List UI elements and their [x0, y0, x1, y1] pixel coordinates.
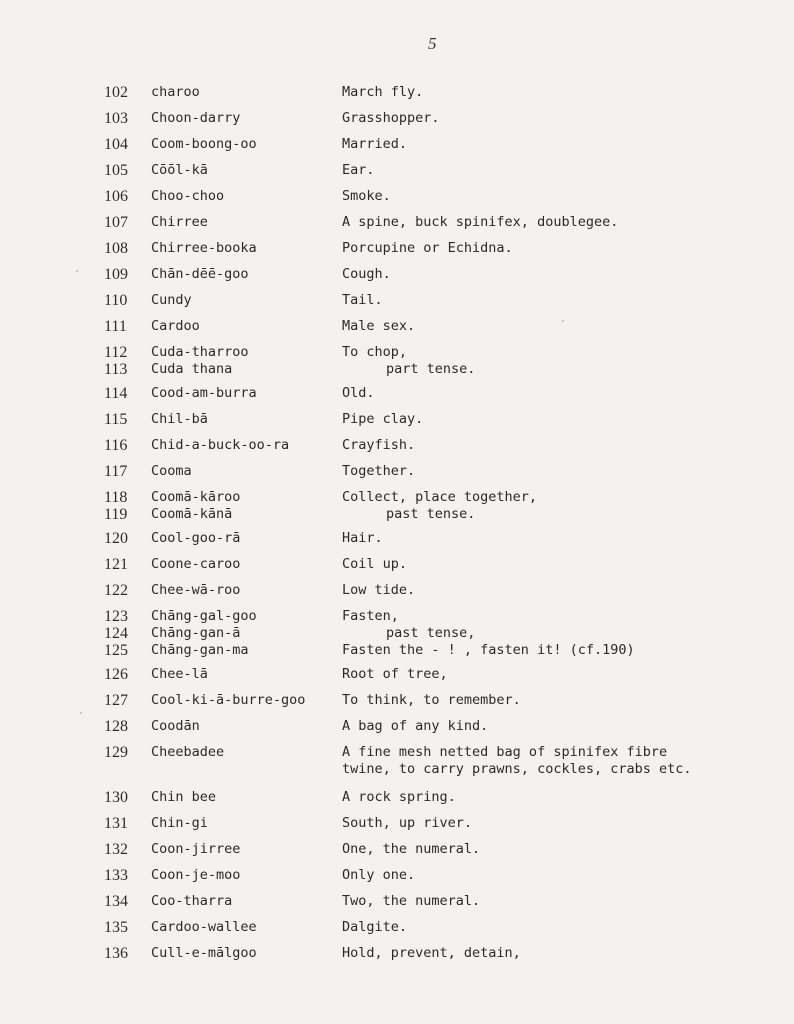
- english-meaning-line: Tail.: [342, 292, 383, 308]
- aboriginal-word-line: Cooma: [151, 463, 192, 479]
- entry-number-line: 109: [104, 266, 128, 283]
- english-meaning-line: Porcupine or Echidna.: [342, 240, 513, 256]
- entry-number: [104, 530, 144, 547]
- aboriginal-word: [151, 463, 336, 480]
- english-meaning-line: A fine mesh netted bag of spinifex fibre: [342, 744, 668, 760]
- aboriginal-word-line: Chil-bā: [151, 411, 208, 427]
- english-meaning-line: Together.: [342, 463, 416, 479]
- english-meaning: [342, 608, 782, 659]
- aboriginal-word: [151, 789, 336, 806]
- entry-number-line: 129: [104, 744, 128, 761]
- english-meaning-tense: part tense.: [386, 361, 476, 377]
- english-meaning: [342, 110, 782, 127]
- aboriginal-word: [151, 411, 336, 428]
- aboriginal-word-line: Cardoo-wallee: [151, 919, 257, 935]
- entry-number-line: 111: [104, 318, 127, 335]
- english-meaning-line: Old.: [342, 385, 375, 401]
- aboriginal-word: [151, 240, 336, 257]
- english-meaning-line: Smoke.: [342, 188, 391, 204]
- aboriginal-word: [151, 344, 336, 378]
- english-meaning: [342, 556, 782, 573]
- entry-number-line: 116: [104, 437, 128, 454]
- aboriginal-word-line: Cuda thana: [151, 361, 233, 377]
- aboriginal-word-line: Chāng-gan-ma: [151, 642, 249, 658]
- aboriginal-word-line: Cardoo: [151, 318, 200, 334]
- aboriginal-word-line: Chee-wā-roo: [151, 582, 241, 598]
- aboriginal-word-line: Coomā-kāroo: [151, 489, 241, 505]
- aboriginal-word: [151, 214, 336, 231]
- english-meaning: [342, 385, 782, 402]
- entry-number: [104, 692, 144, 709]
- english-meaning-line: Collect, place together,: [342, 489, 538, 505]
- aboriginal-word-line: Chirree: [151, 214, 208, 230]
- entry-number: [104, 893, 144, 910]
- entry-number-line: 126: [104, 666, 128, 683]
- english-meaning-line: Ear.: [342, 162, 375, 178]
- aboriginal-word: [151, 136, 336, 153]
- aboriginal-word: [151, 84, 336, 101]
- entry-number: [104, 718, 144, 735]
- entry-number: [104, 666, 144, 683]
- entry-number-line: 133: [104, 867, 128, 884]
- entry-number: [104, 582, 144, 599]
- aboriginal-word-line: charoo: [151, 84, 200, 100]
- english-meaning: [342, 188, 782, 205]
- aboriginal-word: [151, 266, 336, 283]
- entry-number-line: 115: [104, 411, 128, 428]
- english-meaning: [342, 240, 782, 257]
- english-meaning-line: A bag of any kind.: [342, 718, 489, 734]
- entry-number-line: 124: [104, 625, 128, 642]
- english-meaning: [342, 530, 782, 547]
- entry-number-line: 113: [104, 361, 128, 378]
- english-meaning: [342, 815, 782, 832]
- aboriginal-word-line: Coo-tharra: [151, 893, 233, 909]
- aboriginal-word-line: Chān-dēē-goo: [151, 266, 249, 282]
- aboriginal-word: [151, 385, 336, 402]
- english-meaning: [342, 214, 782, 231]
- aboriginal-word: [151, 718, 336, 735]
- english-meaning-tense: past tense,: [386, 625, 476, 641]
- paper-speck: [76, 270, 78, 272]
- entry-number-line: 131: [104, 815, 128, 832]
- aboriginal-word-line: Cuda-tharroo: [151, 344, 249, 360]
- entry-number-line: 107: [104, 214, 128, 231]
- aboriginal-word-line: Cōōl-kā: [151, 162, 208, 178]
- english-meaning: [342, 266, 782, 283]
- entry-number: [104, 318, 144, 335]
- entry-number-line: 122: [104, 582, 128, 599]
- aboriginal-word-line: Coon-jirree: [151, 841, 241, 857]
- english-meaning-line: Cough.: [342, 266, 391, 282]
- entry-number-line: 121: [104, 556, 128, 573]
- aboriginal-word: [151, 666, 336, 683]
- english-meaning-line: Only one.: [342, 867, 416, 883]
- entry-number: [104, 344, 144, 378]
- aboriginal-word: [151, 318, 336, 335]
- aboriginal-word-line: Cool-ki-ā-burre-goo: [151, 692, 306, 708]
- english-meaning: [342, 162, 782, 179]
- english-meaning-line: Hair.: [342, 530, 383, 546]
- entry-number-line: 112: [104, 344, 128, 361]
- entry-number: [104, 266, 144, 283]
- aboriginal-word-line: Coone-caroo: [151, 556, 241, 572]
- aboriginal-word: [151, 945, 336, 962]
- aboriginal-word-line: Coomā-kānā: [151, 506, 233, 522]
- aboriginal-word-line: Chee-lā: [151, 666, 208, 682]
- entry-number: [104, 292, 144, 309]
- aboriginal-word: [151, 110, 336, 127]
- english-meaning-line: Low tide.: [342, 582, 416, 598]
- english-meaning-tense: past tense.: [386, 506, 476, 522]
- aboriginal-word: [151, 815, 336, 832]
- english-meaning: [342, 84, 782, 101]
- entry-number-line: 130: [104, 789, 128, 806]
- entry-number: [104, 188, 144, 205]
- english-meaning: [342, 666, 782, 683]
- english-meaning-line: Married.: [342, 136, 408, 152]
- aboriginal-word: [151, 841, 336, 858]
- aboriginal-word-line: Chirree-booka: [151, 240, 257, 256]
- aboriginal-word-line: Chin bee: [151, 789, 217, 805]
- entry-number: [104, 162, 144, 179]
- aboriginal-word: [151, 437, 336, 454]
- entry-number-line: 128: [104, 718, 128, 735]
- entry-number-line: 127: [104, 692, 128, 709]
- entry-number-line: 123: [104, 608, 128, 625]
- entry-number: [104, 240, 144, 257]
- aboriginal-word-line: Cood-am-burra: [151, 385, 257, 401]
- entry-number-line: 125: [104, 642, 128, 659]
- entry-number: [104, 463, 144, 480]
- entry-number-line: 132: [104, 841, 128, 858]
- aboriginal-word-line: Chāng-gan-ā: [151, 625, 241, 641]
- entry-number-line: 108: [104, 240, 128, 257]
- page-number: 5: [428, 34, 437, 53]
- english-meaning-line: Coil up.: [342, 556, 408, 572]
- english-meaning-line: Grasshopper.: [342, 110, 440, 126]
- entry-number: [104, 385, 144, 402]
- aboriginal-word: [151, 692, 336, 709]
- aboriginal-word-line: Choo-choo: [151, 188, 225, 204]
- english-meaning-line: South, up river.: [342, 815, 473, 831]
- english-meaning-line: Hold, prevent, detain,: [342, 945, 521, 961]
- english-meaning: [342, 692, 782, 709]
- entry-number-line: 120: [104, 530, 128, 547]
- entry-number: [104, 945, 144, 962]
- entry-number: [104, 437, 144, 454]
- english-meaning: [342, 489, 782, 523]
- aboriginal-word-line: Chid-a-buck-oo-ra: [151, 437, 290, 453]
- aboriginal-word-line: Coon-je-moo: [151, 867, 241, 883]
- english-meaning: [342, 463, 782, 480]
- paper-speck: [80, 712, 82, 714]
- english-meaning-line: Dalgite.: [342, 919, 408, 935]
- entry-number-line: 118: [104, 489, 128, 506]
- english-meaning: [342, 136, 782, 153]
- english-meaning: [342, 744, 782, 778]
- entry-number: [104, 214, 144, 231]
- entry-number-line: 135: [104, 919, 128, 936]
- entry-number: [104, 489, 144, 523]
- english-meaning-line: Crayfish.: [342, 437, 416, 453]
- english-meaning: [342, 292, 782, 309]
- entry-number-line: 134: [104, 893, 128, 910]
- aboriginal-word-line: Chin-gi: [151, 815, 208, 831]
- entry-number-line: 114: [104, 385, 128, 402]
- paper-speck: [562, 320, 564, 322]
- english-meaning-line: twine, to carry prawns, cockles, crabs etc.: [342, 761, 692, 777]
- aboriginal-word-line: Cool-goo-rā: [151, 530, 241, 546]
- english-meaning: [342, 582, 782, 599]
- aboriginal-word-line: Coodān: [151, 718, 200, 734]
- english-meaning-line: To think, to remember.: [342, 692, 521, 708]
- entry-number-line: 119: [104, 506, 128, 523]
- aboriginal-word-line: Cull-e-mālgoo: [151, 945, 257, 961]
- english-meaning: [342, 841, 782, 858]
- aboriginal-word: [151, 893, 336, 910]
- entry-number: [104, 789, 144, 806]
- aboriginal-word: [151, 919, 336, 936]
- english-meaning: [342, 867, 782, 884]
- entry-number: [104, 608, 144, 659]
- entry-number: [104, 815, 144, 832]
- english-meaning-line: Fasten,: [342, 608, 399, 624]
- english-meaning: [342, 945, 782, 962]
- aboriginal-word: [151, 292, 336, 309]
- entry-number-line: 103: [104, 110, 128, 127]
- english-meaning: [342, 789, 782, 806]
- english-meaning: [342, 919, 782, 936]
- english-meaning-line: March fly.: [342, 84, 424, 100]
- aboriginal-word: [151, 582, 336, 599]
- entry-number-line: 105: [104, 162, 128, 179]
- aboriginal-word-line: Choon-darry: [151, 110, 241, 126]
- aboriginal-word-line: Coom-boong-oo: [151, 136, 257, 152]
- english-meaning-line: Pipe clay.: [342, 411, 424, 427]
- english-meaning: [342, 718, 782, 735]
- english-meaning-line: One, the numeral.: [342, 841, 481, 857]
- entry-number-line: 136: [104, 945, 128, 962]
- entry-number: [104, 919, 144, 936]
- entry-number: [104, 84, 144, 101]
- entry-number: [104, 841, 144, 858]
- aboriginal-word-line: Cundy: [151, 292, 192, 308]
- aboriginal-word: [151, 162, 336, 179]
- entry-number-line: 104: [104, 136, 128, 153]
- aboriginal-word: [151, 867, 336, 884]
- entry-number: [104, 411, 144, 428]
- english-meaning: [342, 344, 782, 378]
- entry-number: [104, 136, 144, 153]
- aboriginal-word: [151, 489, 336, 523]
- entry-number-line: 102: [104, 84, 128, 101]
- english-meaning: [342, 893, 782, 910]
- entry-number-line: 117: [104, 463, 128, 480]
- english-meaning: [342, 411, 782, 428]
- aboriginal-word: [151, 608, 336, 659]
- aboriginal-word: [151, 530, 336, 547]
- entry-number-line: 110: [104, 292, 128, 309]
- aboriginal-word-line: Chāng-gal-goo: [151, 608, 257, 624]
- entry-number-line: 106: [104, 188, 128, 205]
- aboriginal-word: [151, 188, 336, 205]
- entry-number: [104, 867, 144, 884]
- english-meaning-line: To chop,: [342, 344, 408, 360]
- english-meaning-line: Two, the numeral.: [342, 893, 481, 909]
- english-meaning-line: Fasten the - ! , fasten it! (cf.190): [342, 642, 635, 658]
- entry-number: [104, 110, 144, 127]
- english-meaning-line: Male sex.: [342, 318, 416, 334]
- aboriginal-word: [151, 556, 336, 573]
- entry-number: [104, 556, 144, 573]
- aboriginal-word: [151, 744, 336, 761]
- english-meaning: [342, 437, 782, 454]
- english-meaning-line: A spine, buck spinifex, doublegee.: [342, 214, 619, 230]
- english-meaning-line: A rock spring.: [342, 789, 456, 805]
- entry-number: [104, 744, 144, 761]
- aboriginal-word-line: Cheebadee: [151, 744, 225, 760]
- english-meaning-line: Root of tree,: [342, 666, 448, 682]
